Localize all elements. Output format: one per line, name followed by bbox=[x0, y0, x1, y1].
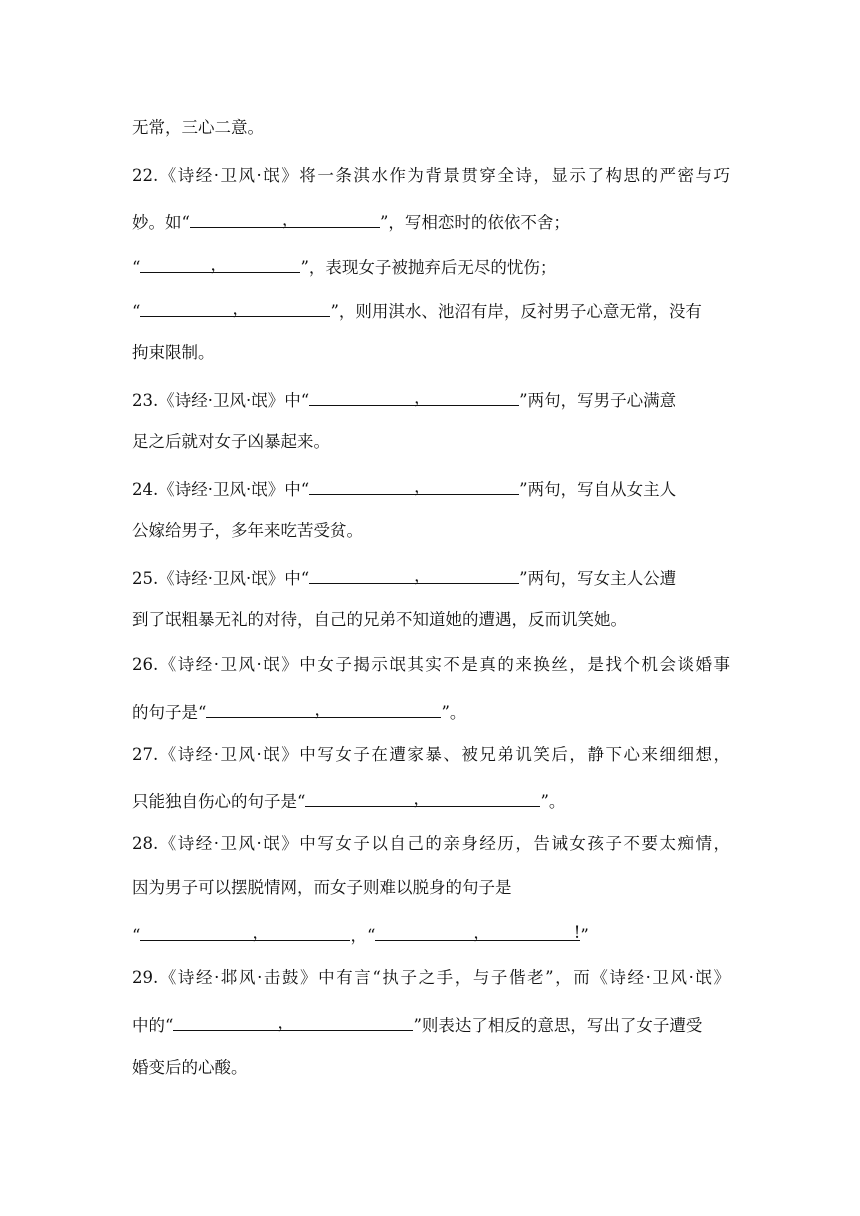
q28-blank-1[interactable] bbox=[140, 923, 350, 941]
blank-comma: ， bbox=[414, 566, 431, 585]
q28-text-3a: “ bbox=[132, 926, 141, 945]
q28-text-3c: ” bbox=[580, 926, 589, 945]
q24-line-2 bbox=[132, 521, 730, 541]
q27-text-2b: ”。 bbox=[540, 792, 566, 811]
q27-line-1 bbox=[132, 745, 730, 765]
q22-text-3a: “ bbox=[132, 258, 141, 277]
q24-blank[interactable] bbox=[309, 477, 519, 495]
q25-text-1b: ”两句，写女主人公遭 bbox=[519, 569, 677, 588]
q24-text-2: 公嫁给男子，多年来吃苦受贫。 bbox=[132, 521, 363, 540]
q28-text-2: 因为男子可以摆脱情网，而女子则难以脱身的句子是 bbox=[132, 878, 512, 897]
q29-text-3: 婚变后的心酸。 bbox=[132, 1058, 248, 1077]
q28-text-1: 28.《诗经·卫风·氓》中写女子以自己的亲身经历，告诫女孩子不要太痴情， bbox=[132, 834, 730, 853]
q22-line-3 bbox=[132, 255, 730, 278]
blank-comma: ， bbox=[413, 789, 430, 808]
blank-comma: ， bbox=[314, 700, 331, 719]
blank-comma: ， bbox=[414, 388, 431, 407]
q24-line-1 bbox=[132, 477, 730, 500]
q22-line-1 bbox=[132, 166, 730, 186]
q26-line-1 bbox=[132, 655, 730, 675]
blank-comma: ， bbox=[414, 477, 431, 496]
q22-blank-2[interactable] bbox=[140, 255, 300, 273]
q23-text-1b: ”两句，写男子心满意 bbox=[519, 391, 677, 410]
q29-blank[interactable] bbox=[173, 1013, 413, 1031]
blank-comma: ， bbox=[232, 299, 249, 318]
q28-blank-2[interactable] bbox=[375, 923, 580, 941]
q27-line-2 bbox=[132, 789, 730, 812]
q23-line-2 bbox=[132, 432, 730, 452]
q24-text-1a: 24.《诗经·卫风·氓》中“ bbox=[132, 480, 310, 499]
blank-exclaim: ! bbox=[573, 923, 581, 942]
q23-blank[interactable] bbox=[309, 388, 519, 406]
q22-line-2 bbox=[132, 210, 730, 233]
q21-tail-text: 无常，三心二意。 bbox=[132, 118, 264, 137]
q21-tail bbox=[132, 118, 730, 138]
q22-blank-1[interactable] bbox=[190, 210, 380, 228]
q22-text-4a: “ bbox=[132, 302, 141, 321]
blank-comma: ， bbox=[473, 923, 490, 942]
q28-line-2 bbox=[132, 878, 730, 898]
q22-text-5: 拘束限制。 bbox=[132, 343, 215, 362]
q28-line-1 bbox=[132, 834, 730, 854]
q29-line-3 bbox=[132, 1058, 730, 1078]
q22-line-4 bbox=[132, 299, 730, 322]
q25-blank[interactable] bbox=[309, 566, 519, 584]
q25-line-1 bbox=[132, 566, 730, 589]
q22-text-3b: ”，表现女子被抛弃后无尽的忧伤； bbox=[300, 258, 557, 277]
q27-text-1: 27.《诗经·卫风·氓》中写女子在遭家暴、被兄弟讥笑后，静下心来细细想， bbox=[132, 745, 730, 764]
q22-text-2a: 妙。如“ bbox=[132, 213, 190, 232]
q25-text-2: 到了氓粗暴无礼的对待，自己的兄弟不知道她的遭遇，反而讥笑她。 bbox=[132, 610, 627, 629]
q25-text-1a: 25.《诗经·卫风·氓》中“ bbox=[132, 569, 310, 588]
q26-blank[interactable] bbox=[206, 700, 441, 718]
q26-text-1: 26.《诗经·卫风·氓》中女子揭示氓其实不是真的来换丝，是找个机会谈婚事 bbox=[132, 655, 730, 674]
q26-line-2 bbox=[132, 700, 730, 723]
blank-comma: ， bbox=[210, 255, 227, 274]
blank-comma: ， bbox=[281, 210, 299, 229]
q29-line-2 bbox=[132, 1013, 730, 1036]
q22-blank-3[interactable] bbox=[140, 299, 330, 317]
q22-line-5 bbox=[132, 343, 730, 363]
q23-text-2: 足之后就对女子凶暴起来。 bbox=[132, 432, 330, 451]
blank-comma: ， bbox=[252, 923, 269, 942]
q23-text-1a: 23.《诗经·卫风·氓》中“ bbox=[132, 391, 310, 410]
blank-comma: ， bbox=[277, 1013, 294, 1032]
q25-line-2 bbox=[132, 610, 730, 630]
q29-text-1: 29.《诗经·邶风·击鼓》中有言“执子之手，与子偕老”，而《诗经·卫风·氓》 bbox=[132, 968, 730, 987]
q29-text-2b: ”则表达了相反的意思，写出了女子遭受 bbox=[413, 1016, 703, 1035]
q26-text-2a: 的句子是“ bbox=[132, 703, 207, 722]
q27-blank[interactable] bbox=[305, 789, 540, 807]
q24-text-1b: ”两句，写自从女主人 bbox=[519, 480, 677, 499]
q29-line-1 bbox=[132, 968, 730, 988]
q29-text-2a: 中的“ bbox=[132, 1016, 174, 1035]
q22-text-2b: ”，写相恋时的依依不舍； bbox=[379, 213, 570, 232]
q22-text-4b: ”，则用淇水、池沼有岸，反衬男子心意无常，没有 bbox=[330, 302, 702, 321]
q27-text-2a: 只能独自伤心的句子是“ bbox=[132, 792, 306, 811]
q28-line-3 bbox=[132, 923, 730, 946]
q23-line-1 bbox=[132, 388, 730, 411]
q26-text-2b: ”。 bbox=[441, 703, 467, 722]
q28-text-3b: ，“ bbox=[350, 926, 376, 945]
q22-text-1: 22.《诗经·卫风·氓》将一条淇水作为背景贯穿全诗，显示了构思的严密与巧 bbox=[132, 166, 730, 185]
